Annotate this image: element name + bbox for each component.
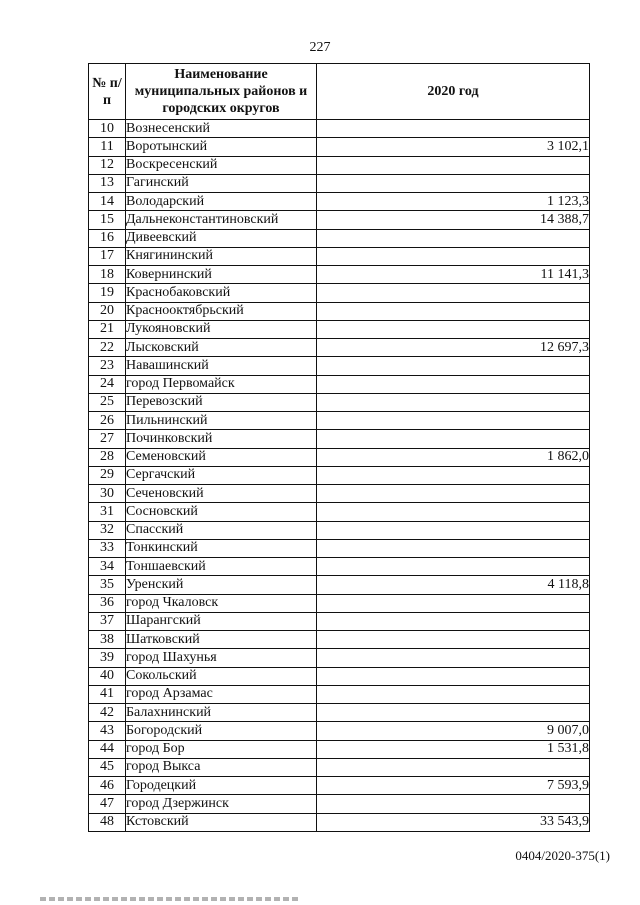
row-name: Дальнеконстантиновский — [126, 211, 317, 229]
table-row — [89, 193, 590, 211]
row-name: Лукояновский — [126, 320, 317, 338]
row-name: Кстовский — [126, 813, 317, 831]
row-number: 12 — [89, 156, 126, 174]
row-name: Городецкий — [126, 777, 317, 795]
row-number: 37 — [89, 612, 126, 630]
table-row — [89, 120, 590, 138]
row-number: 28 — [89, 448, 126, 466]
row-name: Дивеевский — [126, 229, 317, 247]
table-row — [89, 375, 590, 393]
row-name: Сосновский — [126, 503, 317, 521]
row-value — [317, 302, 590, 320]
row-name: Тоншаевский — [126, 558, 317, 576]
row-number: 46 — [89, 777, 126, 795]
row-value — [317, 631, 590, 649]
row-name: Гагинский — [126, 174, 317, 192]
row-number: 14 — [89, 193, 126, 211]
scan-artifact — [40, 897, 300, 901]
row-number: 17 — [89, 247, 126, 265]
table-row — [89, 485, 590, 503]
row-number: 29 — [89, 466, 126, 484]
table-row — [89, 631, 590, 649]
row-name: Сокольский — [126, 667, 317, 685]
row-name: Починковский — [126, 430, 317, 448]
row-number: 24 — [89, 375, 126, 393]
table-row — [89, 174, 590, 192]
row-value — [317, 503, 590, 521]
row-name: Вознесенский — [126, 120, 317, 138]
row-name: Шатковский — [126, 631, 317, 649]
row-value: 12 697,3 — [317, 339, 590, 357]
row-number: 44 — [89, 740, 126, 758]
row-value — [317, 558, 590, 576]
table-header-row — [89, 64, 590, 120]
table-row — [89, 448, 590, 466]
row-name: Сергачский — [126, 466, 317, 484]
table-row — [89, 722, 590, 740]
table-row — [89, 558, 590, 576]
row-number: 13 — [89, 174, 126, 192]
row-number: 19 — [89, 284, 126, 302]
row-value — [317, 412, 590, 430]
header-name: Наименование муниципальных районов и городских округов — [126, 64, 317, 120]
table-row — [89, 813, 590, 831]
row-value: 1 862,0 — [317, 448, 590, 466]
row-value — [317, 375, 590, 393]
row-value: 1 531,8 — [317, 740, 590, 758]
row-number: 16 — [89, 229, 126, 247]
row-number: 48 — [89, 813, 126, 831]
row-name: Шарангский — [126, 612, 317, 630]
row-value — [317, 229, 590, 247]
row-number: 35 — [89, 576, 126, 594]
table-row — [89, 521, 590, 539]
row-value: 1 123,3 — [317, 193, 590, 211]
row-number: 32 — [89, 521, 126, 539]
row-name: Богородский — [126, 722, 317, 740]
row-number: 20 — [89, 302, 126, 320]
row-value: 11 141,3 — [317, 266, 590, 284]
row-name: город Дзержинск — [126, 795, 317, 813]
row-name: Семеновский — [126, 448, 317, 466]
table-row — [89, 138, 590, 156]
row-name: Княгининский — [126, 247, 317, 265]
table-row — [89, 430, 590, 448]
row-name: Тонкинский — [126, 539, 317, 557]
row-number: 47 — [89, 795, 126, 813]
table-row — [89, 284, 590, 302]
row-value — [317, 594, 590, 612]
row-value — [317, 466, 590, 484]
row-value — [317, 120, 590, 138]
row-name: город Чкаловск — [126, 594, 317, 612]
row-number: 30 — [89, 485, 126, 503]
row-number: 21 — [89, 320, 126, 338]
row-number: 41 — [89, 685, 126, 703]
row-name: Краснооктябрьский — [126, 302, 317, 320]
row-number: 31 — [89, 503, 126, 521]
table-row — [89, 211, 590, 229]
row-name: Ковернинский — [126, 266, 317, 284]
row-name: Сеченовский — [126, 485, 317, 503]
row-value — [317, 704, 590, 722]
table-row — [89, 667, 590, 685]
row-name: Воскресенский — [126, 156, 317, 174]
table-row — [89, 466, 590, 484]
table-row — [89, 612, 590, 630]
row-value — [317, 612, 590, 630]
row-value — [317, 156, 590, 174]
row-name: город Первомайск — [126, 375, 317, 393]
table-row — [89, 704, 590, 722]
row-name: город Шахунья — [126, 649, 317, 667]
row-value: 3 102,1 — [317, 138, 590, 156]
row-number: 45 — [89, 758, 126, 776]
table-row — [89, 503, 590, 521]
row-number: 10 — [89, 120, 126, 138]
row-value — [317, 247, 590, 265]
table-row — [89, 649, 590, 667]
row-name: Воротынский — [126, 138, 317, 156]
row-value — [317, 485, 590, 503]
row-value — [317, 320, 590, 338]
row-number: 33 — [89, 539, 126, 557]
row-number: 43 — [89, 722, 126, 740]
row-number: 26 — [89, 412, 126, 430]
table-row — [89, 302, 590, 320]
row-value — [317, 539, 590, 557]
table-row — [89, 393, 590, 411]
row-value — [317, 521, 590, 539]
row-number: 23 — [89, 357, 126, 375]
table-body — [89, 120, 590, 832]
row-value — [317, 758, 590, 776]
table-row — [89, 320, 590, 338]
row-value — [317, 284, 590, 302]
row-name: город Бор — [126, 740, 317, 758]
row-value — [317, 357, 590, 375]
row-number: 38 — [89, 631, 126, 649]
row-number: 27 — [89, 430, 126, 448]
table-row — [89, 539, 590, 557]
row-name: Перевозский — [126, 393, 317, 411]
row-name: город Выкса — [126, 758, 317, 776]
row-value: 7 593,9 — [317, 777, 590, 795]
row-number: 15 — [89, 211, 126, 229]
row-number: 34 — [89, 558, 126, 576]
table-row — [89, 758, 590, 776]
row-name: Уренский — [126, 576, 317, 594]
row-value — [317, 667, 590, 685]
row-value — [317, 685, 590, 703]
table-row — [89, 594, 590, 612]
municipal-table — [88, 63, 590, 832]
row-value: 4 118,8 — [317, 576, 590, 594]
row-value — [317, 795, 590, 813]
row-value: 14 388,7 — [317, 211, 590, 229]
row-name: Пильнинский — [126, 412, 317, 430]
row-name: Навашинский — [126, 357, 317, 375]
row-value — [317, 174, 590, 192]
row-name: Лысковский — [126, 339, 317, 357]
table-row — [89, 357, 590, 375]
table-row — [89, 740, 590, 758]
table-row — [89, 156, 590, 174]
row-number: 36 — [89, 594, 126, 612]
row-number: 40 — [89, 667, 126, 685]
row-value — [317, 393, 590, 411]
row-number: 22 — [89, 339, 126, 357]
row-value: 33 543,9 — [317, 813, 590, 831]
row-number: 42 — [89, 704, 126, 722]
table-row — [89, 795, 590, 813]
header-year: 2020 год — [317, 64, 590, 120]
table-row — [89, 247, 590, 265]
table-row — [89, 685, 590, 703]
row-number: 11 — [89, 138, 126, 156]
table-row — [89, 412, 590, 430]
row-value — [317, 430, 590, 448]
row-number: 39 — [89, 649, 126, 667]
table-row — [89, 339, 590, 357]
document-code: 0404/2020-375(1) — [515, 848, 610, 863]
page-number: 227 — [309, 40, 331, 55]
row-name: город Арзамас — [126, 685, 317, 703]
row-name: Краснобаковский — [126, 284, 317, 302]
header-number: № п/п — [89, 64, 126, 120]
table-row — [89, 229, 590, 247]
row-name: Володарский — [126, 193, 317, 211]
table-row — [89, 777, 590, 795]
table-row — [89, 266, 590, 284]
row-value: 9 007,0 — [317, 722, 590, 740]
row-number: 25 — [89, 393, 126, 411]
row-name: Спасский — [126, 521, 317, 539]
row-number: 18 — [89, 266, 126, 284]
row-value — [317, 649, 590, 667]
table-row — [89, 576, 590, 594]
row-name: Балахнинский — [126, 704, 317, 722]
